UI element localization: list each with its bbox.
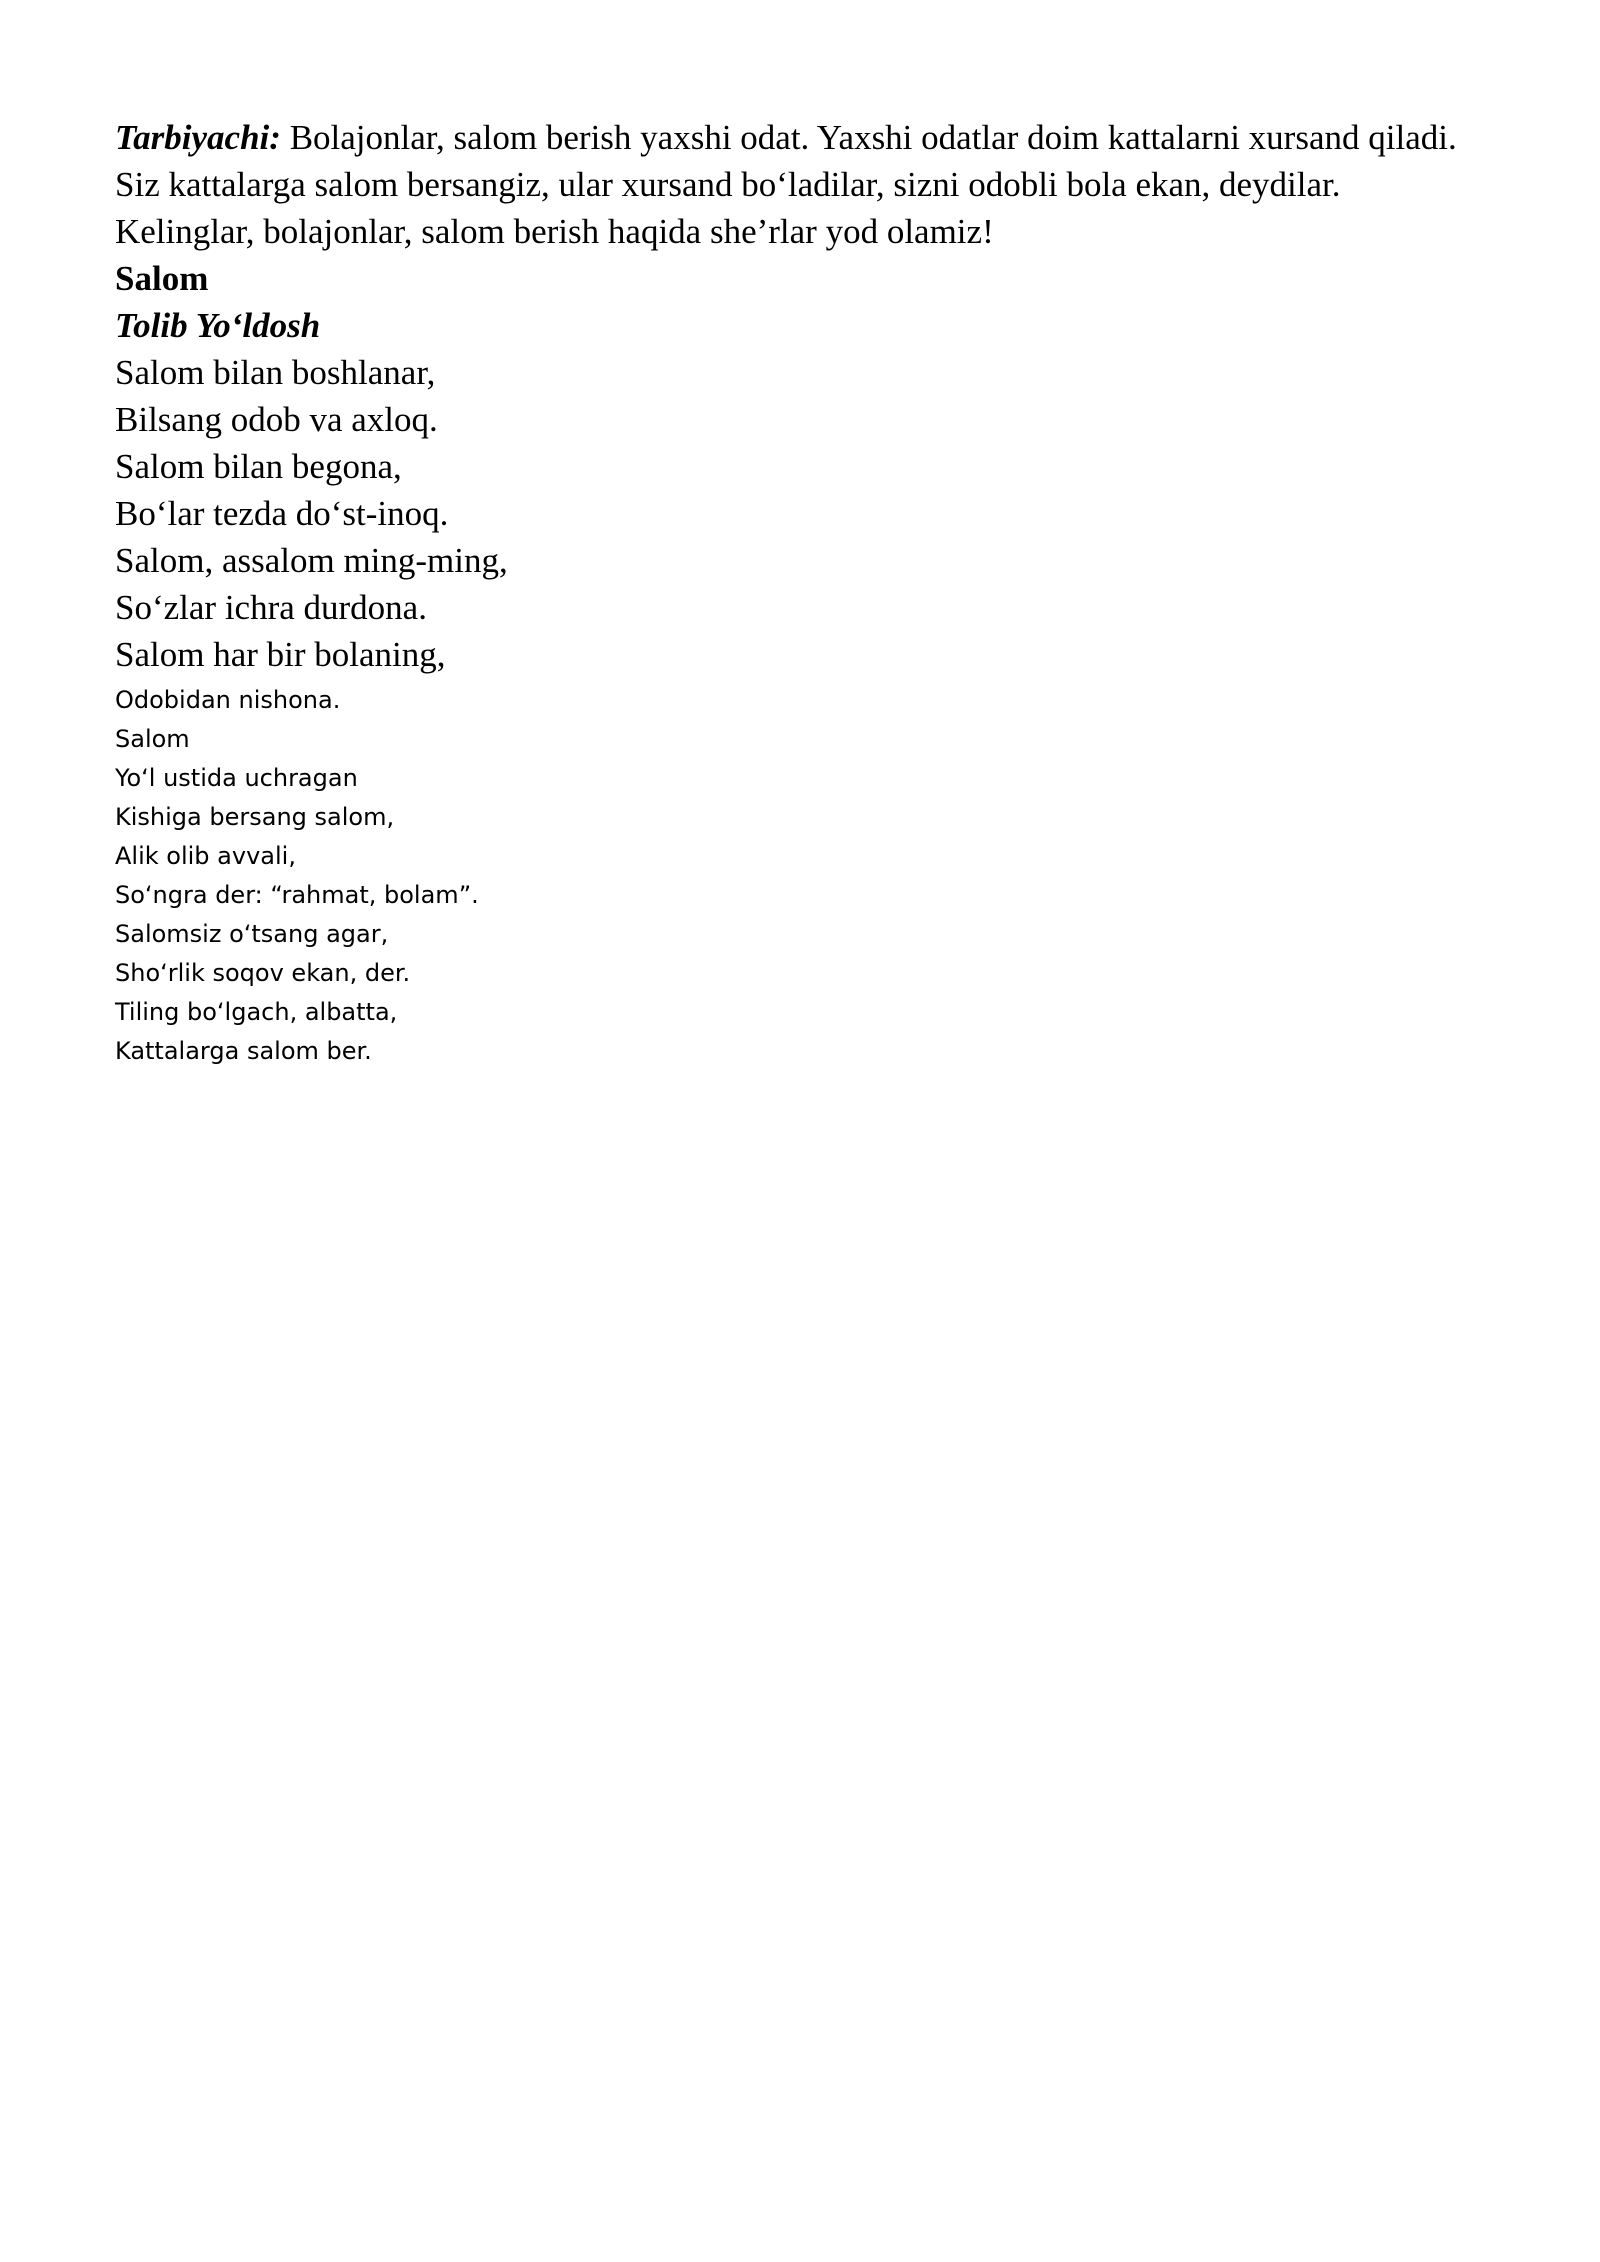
poem-line: So‘ngra der: “rahmat, bolam”. xyxy=(115,881,479,909)
poem-line: Kishiga bersang salom, xyxy=(115,803,395,831)
poem-line: Tiling bo‘lgach, albatta, xyxy=(115,998,398,1026)
poem-line: Bo‘lar tezda do‘st-inoq. xyxy=(115,494,449,533)
intro-text: Bolajonlar, salom berish yaxshi odat. Yaxshi odatlar doim kattalarni xursand qiladi. Siz kattalarga salom bersangiz, ular xursand bo‘ladilar, sizni odobli bola ekan, deydilar. xyxy=(115,118,1457,204)
poem-line: Sho‘rlik soqov ekan, der. xyxy=(115,959,411,987)
poem-line: Yo‘l ustida uchragan xyxy=(115,764,358,792)
invite-line: Kelinglar, bolajonlar, salom berish haqida she’rlar yod olamiz! xyxy=(115,212,994,251)
poem-line: Salom bilan begona, xyxy=(115,447,402,486)
poem-line: Odobidan nishona. xyxy=(115,686,341,714)
poem-author: Tolib Yo‘ldosh xyxy=(115,306,321,345)
serif-section xyxy=(115,114,1485,678)
poem-line: So‘zlar ichra durdona. xyxy=(115,588,427,627)
poem-line: Salomsiz o‘tsang agar, xyxy=(115,920,389,948)
sans-section xyxy=(115,681,1485,1071)
poem-line: Salom bilan boshlanar, xyxy=(115,353,436,392)
poem-line: Bilsang odob va axloq. xyxy=(115,400,438,439)
poem-line: Salom har bir bolaning, xyxy=(115,635,446,674)
speaker-label: Tarbiyachi: xyxy=(115,118,281,157)
document-page xyxy=(115,114,1485,1071)
intro-paragraph xyxy=(115,114,1485,208)
poem-line: Kattalarga salom ber. xyxy=(115,1037,372,1065)
poem-title: Salom xyxy=(115,259,209,298)
poem-line: Salom, assalom ming-ming, xyxy=(115,541,508,580)
second-poem-title: Salom xyxy=(115,725,190,753)
poem-line: Alik olib avvali, xyxy=(115,842,296,870)
